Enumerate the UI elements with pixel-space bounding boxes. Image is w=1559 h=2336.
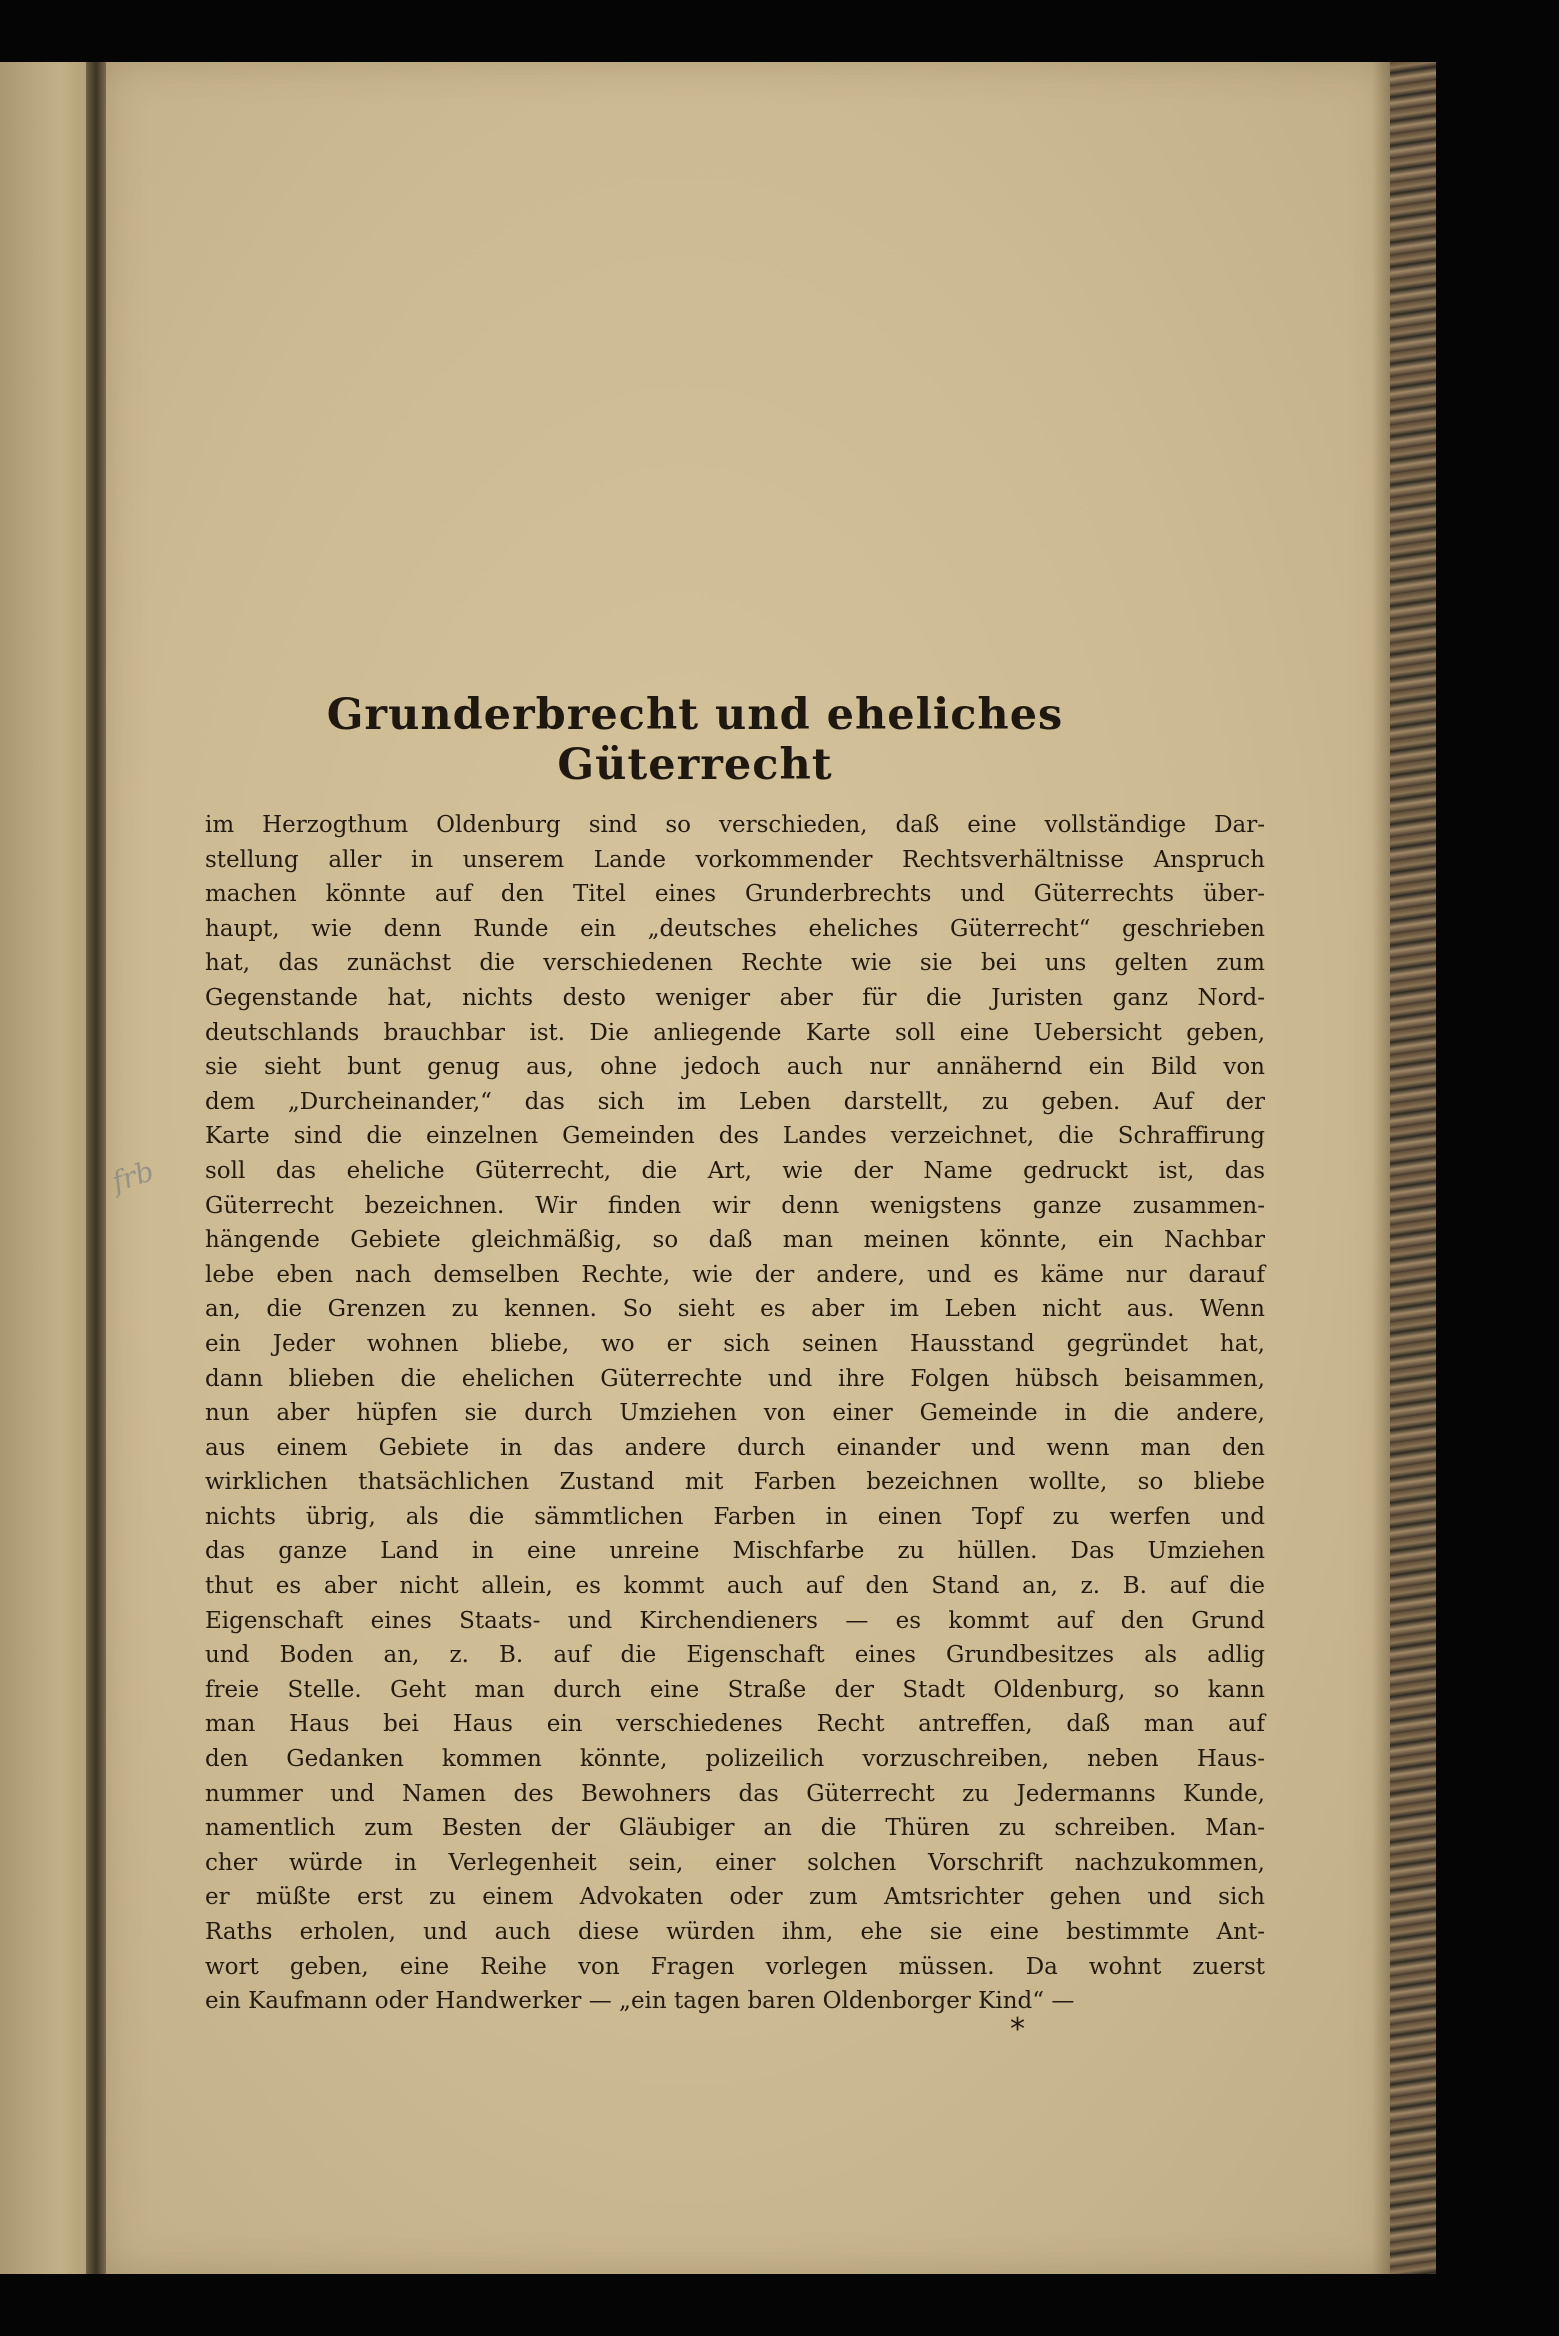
text-line: er müßte erst zu einem Advokaten oder zum Amtsrichter gehen und sich (205, 1884, 1265, 1911)
text-line: ein Jeder wohnen bliebe, wo er sich seinen Hausstand gegründet hat, (205, 1330, 1265, 1357)
text-line: aus einem Gebiete in das andere durch einander und wenn man den (205, 1434, 1265, 1461)
text-line: den Gedanken kommen könnte, polizeilich vorzuschreiben, neben Haus- (205, 1746, 1265, 1773)
text-line: Karte sind die einzelnen Gemeinden des Landes verzeichnet, die Schraffirung (205, 1123, 1265, 1150)
text-line: an, die Grenzen zu kennen. So sieht es aber im Leben nicht aus. Wenn (205, 1296, 1265, 1323)
text-line: Eigenschaft eines Staats- und Kirchendieners — es kommt auf den Grund (205, 1607, 1265, 1634)
marbled-page-edge (1390, 62, 1436, 2274)
text-line: man Haus bei Haus ein verschiedenes Recht antreffen, daß man auf (205, 1711, 1265, 1738)
text-line: machen könnte auf den Titel eines Grunderbrechts und Güterrechts über- (205, 881, 1265, 908)
text-line: hängende Gebiete gleichmäßig, so daß man meinen könnte, ein Nachbar (205, 1227, 1265, 1254)
text-line: ein Kaufmann oder Handwerker — „ein tagen baren Oldenborger Kind“ — (205, 1988, 1075, 2015)
book-gutter (86, 62, 106, 2274)
text-line: im Herzogthum Oldenburg sind so verschieden, daß eine vollständige Dar- (205, 812, 1265, 838)
text-line: namentlich zum Besten der Gläubiger an die Thüren zu schreiben. Man- (205, 1815, 1265, 1842)
signature-mark: * (1010, 2012, 1025, 2047)
text-line: haupt, wie denn Runde ein „deutsches eheliches Güterrecht“ geschrieben (205, 915, 1265, 942)
text-line: Gegenstande hat, nichts desto weniger aber für die Juristen ganz Nord- (205, 984, 1265, 1011)
text-line: und Boden an, z. B. auf die Eigenschaft eines Grundbesitzes als adlig (205, 1642, 1265, 1669)
text-line: dann blieben die ehelichen Güterrechte und ihre Folgen hübsch beisammen, (205, 1365, 1265, 1392)
text-line: cher würde in Verlegenheit sein, einer solchen Vorschrift nachzukommen, (205, 1849, 1265, 1876)
text-line: soll das eheliche Güterrecht, die Art, wie der Name gedruckt ist, das (205, 1157, 1265, 1184)
text-line: nun aber hüpfen sie durch Umziehen von einer Gemeinde in die andere, (205, 1400, 1265, 1427)
text-line: hat, das zunächst die verschiedenen Rechte wie sie bei uns gelten zum (205, 950, 1265, 977)
text-line: deutschlands brauchbar ist. Die anliegende Karte soll eine Uebersicht geben, (205, 1019, 1265, 1046)
text-line: thut es aber nicht allein, es kommt auch auf den Stand an, z. B. auf die (205, 1573, 1265, 1600)
margin-annotation: frb (107, 1154, 158, 1199)
text-line: wirklichen thatsächlichen Zustand mit Farben bezeichnen wollte, so bliebe (205, 1469, 1265, 1496)
text-line: nummer und Namen des Bewohners das Güterrecht zu Jedermanns Kunde, (205, 1780, 1265, 1807)
facing-page-edge (0, 62, 86, 2274)
text-line: sie sieht bunt genug aus, ohne jedoch auch nur annähernd ein Bild von (205, 1054, 1265, 1081)
text-line: freie Stelle. Geht man durch eine Straße der Stadt Oldenburg, so kann (205, 1676, 1265, 1703)
page-heading: Grunderbrecht und eheliches Güterrecht (326, 690, 1064, 790)
text-line: Güterrecht bezeichnen. Wir finden wir denn wenigstens ganze zusammen- (205, 1192, 1265, 1219)
text-line: wort geben, eine Reihe von Fragen vorlegen müssen. Da wohnt zuerst (205, 1953, 1265, 1980)
text-line: Raths erholen, und auch diese würden ihm, ehe sie eine bestimmte Ant- (205, 1919, 1265, 1945)
text-line: stellung aller in unserem Lande vorkommender Rechtsverhältnisse Anspruch (205, 846, 1265, 873)
text-line: lebe eben nach demselben Rechte, wie der andere, und es käme nur darauf (205, 1261, 1265, 1288)
text-line: dem „Durcheinander,“ das sich im Leben darstellt, zu geben. Auf der (205, 1088, 1265, 1115)
text-line: das ganze Land in eine unreine Mischfarbe zu hüllen. Das Umziehen (205, 1538, 1265, 1565)
text-line: nichts übrig, als die sämmtlichen Farben in einen Topf zu werfen und (205, 1503, 1265, 1530)
body-text (205, 808, 1265, 2019)
